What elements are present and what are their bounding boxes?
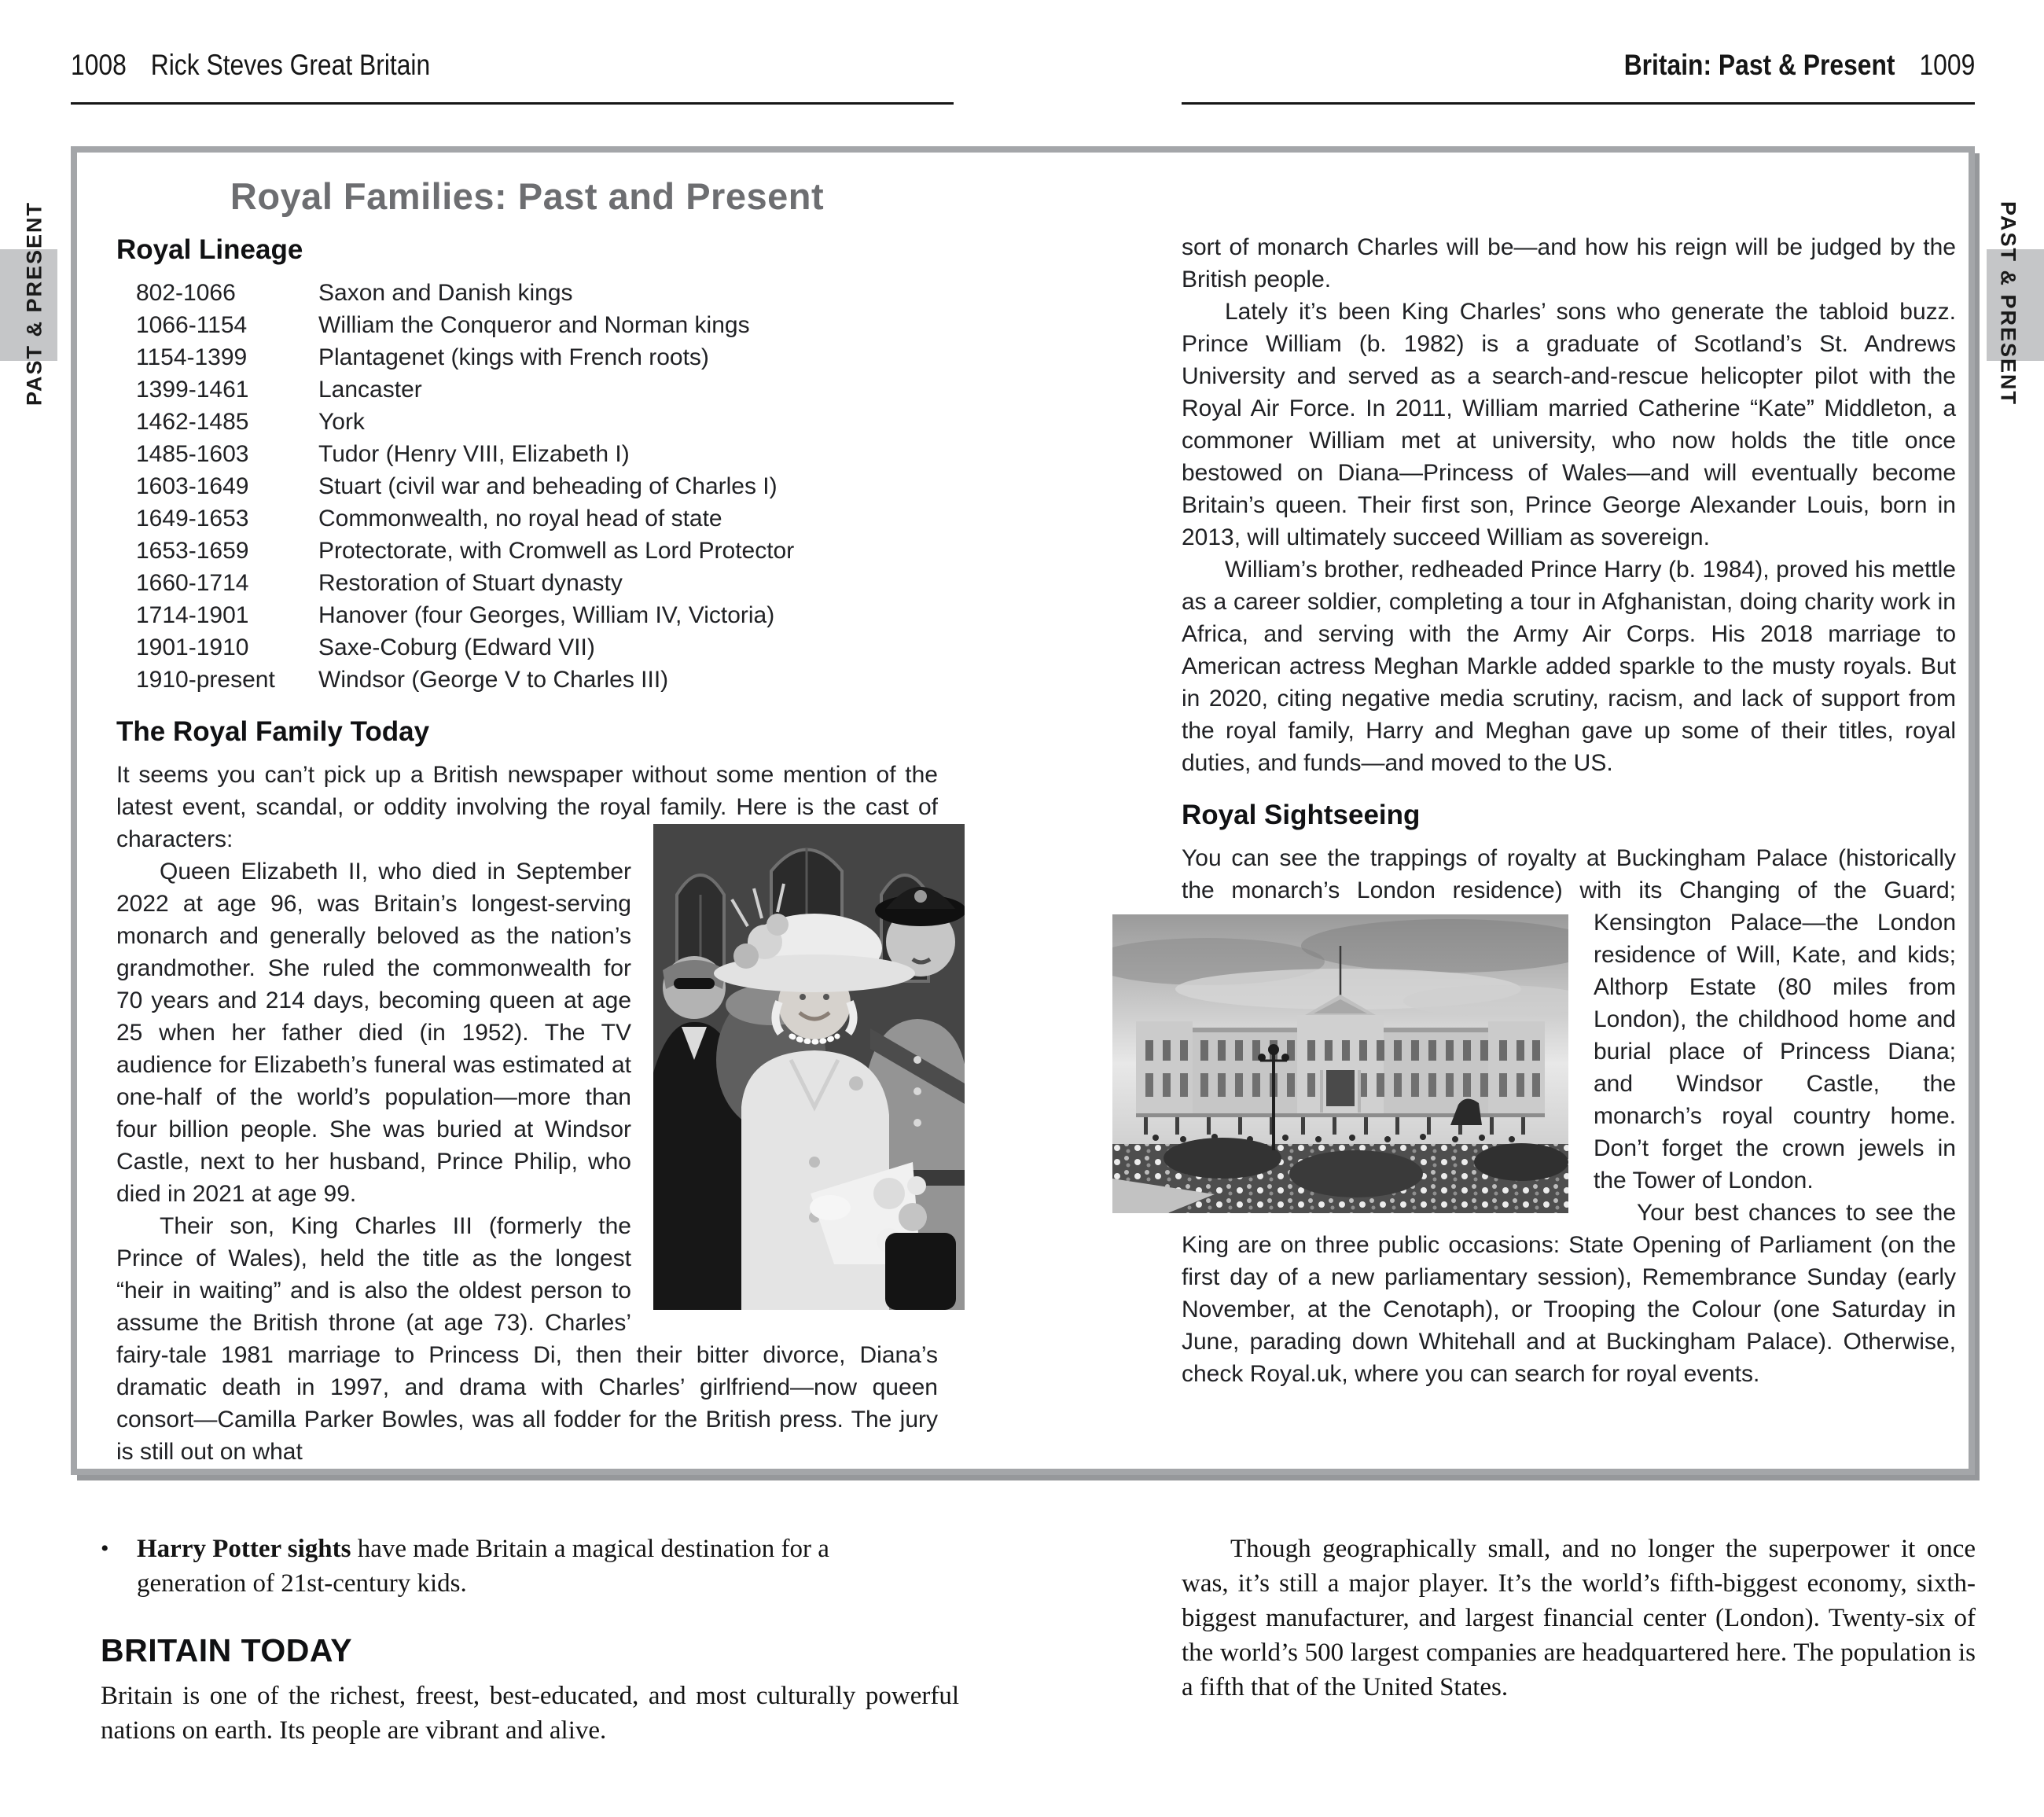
page-number-left: 1008: [71, 49, 127, 81]
header-rule-left: [71, 102, 954, 105]
lineage-dynasty: Stuart (civil war and beheading of Charles I): [318, 473, 778, 499]
body-column-right: [1182, 1532, 1976, 1705]
book-title: Rick Steves Great Britain: [150, 49, 431, 81]
bullet-item-rest: have made Britain a magical destination for a generation of 21st-century kids.: [137, 1535, 829, 1598]
sidebar-left-column: [116, 234, 938, 1468]
body-column-left: [101, 1532, 959, 1748]
lineage-dynasty: York: [318, 409, 365, 435]
table-row: [136, 502, 938, 535]
buckingham-palace-photo: [1112, 914, 1568, 1213]
sidebar-title: Royal Families: Past and Present: [230, 175, 825, 217]
lineage-dynasty: Plantagenet (kings with French roots): [318, 344, 709, 370]
sightseeing-paragraph-1a: You can see the trappings of royalty at Buckingham Palace (historically the monarch’s London residence) with its Changing of: [1182, 845, 1956, 903]
lineage-years: 1066-1154: [136, 312, 248, 338]
family-today-paragraph-1: It seems you can’t pick up a British newspaper without some mention of the latest event, scandal, or oddity involving the royal family. Here is the cast of characters:: [116, 762, 938, 852]
lineage-years: 1154-1399: [136, 344, 248, 370]
lineage-years: 1462-1485: [136, 409, 249, 435]
lineage-dynasty: Lancaster: [318, 377, 422, 403]
lineage-dynasty: William the Conqueror and Norman kings: [318, 312, 750, 338]
lineage-years: 1653-1659: [136, 538, 249, 564]
lineage-years: 1649-1653: [136, 506, 249, 531]
running-head-left: [71, 49, 954, 82]
bullet-item-text: [137, 1532, 903, 1601]
royal-sightseeing-heading: Royal Sightseeing: [1182, 800, 1421, 830]
lineage-years: 1485-1603: [136, 441, 249, 467]
royal-family-today-heading: The Royal Family Today: [116, 716, 430, 747]
lineage-dynasty: Saxon and Danish kings: [318, 280, 573, 306]
lineage-years: 1910-present: [136, 667, 275, 693]
sightseeing-paragraph-2: Your best chances to see the King are on three public occasions: State Opening of Parliament (on the first day of a new parliamentary session), Remembrance Sunday (early November, at the Cenotaph), or Trooping the Colour (one Saturday in June, parading down Whitehall and at Buckingham Palace). Otherwise, check Royal.uk, where you can search for royal events.: [1182, 1200, 1956, 1387]
royal-lineage-table: [136, 277, 938, 696]
table-row: [136, 309, 938, 341]
bullet-icon: •: [101, 1536, 109, 1561]
chapter-tab-left-label: PAST & PRESENT: [22, 200, 46, 406]
table-row: [136, 438, 938, 470]
queen-elizabeth-photo-art: [653, 824, 965, 1310]
family-today-paragraph-2: [116, 855, 938, 1210]
chapter-tab-right-label: PAST & PRESENT: [1996, 200, 2020, 406]
bullet-item-lead: Harry Potter sights: [137, 1535, 351, 1563]
lineage-dynasty: Restoration of Stuart dynasty: [318, 570, 623, 596]
table-row: [136, 599, 938, 631]
sightseeing-paragraph-1: [1182, 842, 1956, 1197]
royal-lineage-heading: Royal Lineage: [116, 234, 303, 265]
lineage-dynasty: Windsor (George V to Charles III): [318, 667, 669, 693]
table-row: [136, 406, 938, 438]
lineage-years: 802-1066: [136, 280, 236, 306]
lineage-years: 1399-1461: [136, 377, 249, 403]
lineage-years: 1901-1910: [136, 634, 249, 660]
table-row: [136, 631, 938, 664]
royal-families-sidebar-box: [71, 146, 1975, 1475]
buckingham-palace-photo-art: [1112, 914, 1568, 1213]
table-row: [136, 535, 938, 567]
sightseeing-paragraph-1b: the Guard; Kensington Palace—the London residence of Will, Kate, and kids; Althorp Estate (80 miles from London), the childhood home and burial place of Princess Diana; and Windsor Castle, the monarch’s royal country home. Don’t forget the crown jewels in the Tower of London.: [1594, 877, 1956, 1194]
chapter-title: Britain: Past & Present: [1623, 49, 1895, 81]
running-head-right: [1182, 49, 1975, 82]
table-row: [136, 470, 938, 502]
family-today-paragraph-3: Their son, King Charles III (formerly the Prince of Wales), held the title as the longest “heir in waiting” and is also the oldest person to assume the British throne (at age 73). Charles’ fairy-tale 1981 marriage to Princess Di, then their bitter divorce, Diana’s dramatic death in 1997, and drama with Charles’ girlfriend—now queen consort—Camilla Parker Bowles, was all fodder for the British press. The jury is still out on what: [116, 1213, 938, 1465]
lineage-dynasty: Protectorate, with Cromwell as Lord Protector: [318, 538, 795, 564]
continued-paragraph-1: sort of monarch Charles will be—and how his reign will be judged by the British people.: [1182, 234, 1956, 292]
lineage-dynasty: Saxe-Coburg (Edward VII): [318, 634, 595, 660]
table-row: [136, 341, 938, 373]
queen-elizabeth-photo: [653, 824, 965, 1310]
lineage-years: 1660-1714: [136, 570, 249, 596]
lineage-dynasty: Tudor (Henry VIII, Elizabeth I): [318, 441, 630, 467]
sidebar-right-column: [1182, 231, 1956, 1390]
table-row: [136, 277, 938, 309]
britain-today-heading: BRITAIN TODAY: [101, 1632, 353, 1668]
table-row: [136, 373, 938, 406]
table-row: [136, 664, 938, 696]
table-row: [136, 567, 938, 599]
header-rule-right: [1182, 102, 1975, 105]
bullet-list-item: [101, 1532, 959, 1601]
britain-today-paragraph-2: Though geographically small, and no longer the superpower it once was, it’s still a major player. It’s the world’s fifth-biggest economy, sixth-biggest manufacturer, and largest financial center (London). Twenty-six of the world’s 500 largest companies are headquartered here. The population is a fifth that of the United States.: [1182, 1535, 1976, 1701]
family-today-paragraph-2-text: Queen Elizabeth II, who died in September 2022 at age 96, was Britain’s longest-serving monarch and generally beloved as the nation’s grandmother. She ruled the commonwealth for 70 years and 214 days, becoming queen at age 25 when her father died (in 1952). The TV audience for Elizabeth’s funeral was estimated at one-half of the world’s population—more than four billion people. She was buried at Windsor Castle, next to her husband, Prince Philip, who died in 2021 at age 99.: [116, 859, 631, 1207]
continued-paragraph-3: William’s brother, redheaded Prince Harry (b. 1984), proved his mettle as a career soldier, completing a tour in Afghanistan, doing charity work in Africa, and serving with the Army Air Corps. His 2018 marriage to American actress Meghan Markle added sparkle to the musty royals. But in 2020, citing negative media scrutiny, racism, and lack of support from the royal family, Harry and Meghan gave up some of their titles, royal duties, and funds—and moved to the US.: [1182, 557, 1956, 776]
lineage-years: 1603-1649: [136, 473, 249, 499]
lineage-dynasty: Commonwealth, no royal head of state: [318, 506, 722, 531]
lineage-years: 1714-1901: [136, 602, 249, 628]
page-number-right: 1009: [1919, 49, 1975, 81]
britain-today-paragraph: Britain is one of the richest, freest, best-educated, and most culturally powerful nations on earth. Its people are vibrant and alive.: [101, 1682, 959, 1745]
continued-paragraph-2: Lately it’s been King Charles’ sons who generate the tabloid buzz. Prince William (b. 1982) is a graduate of Scotland’s St. Andrews University and served as a search-and-rescue helicopter pilot with the Royal Air Force. In 2011, William married Catherine “Kate” Middleton, a commoner William met at university, who now holds the title once bestowed on Diana—Princess of Wales—and will eventually become Britain’s queen. Their first son, Prince George Alexander Louis, born in 2013, will ultimately succeed William as sovereign.: [1182, 299, 1956, 550]
lineage-dynasty: Hanover (four Georges, William IV, Victoria): [318, 602, 775, 628]
